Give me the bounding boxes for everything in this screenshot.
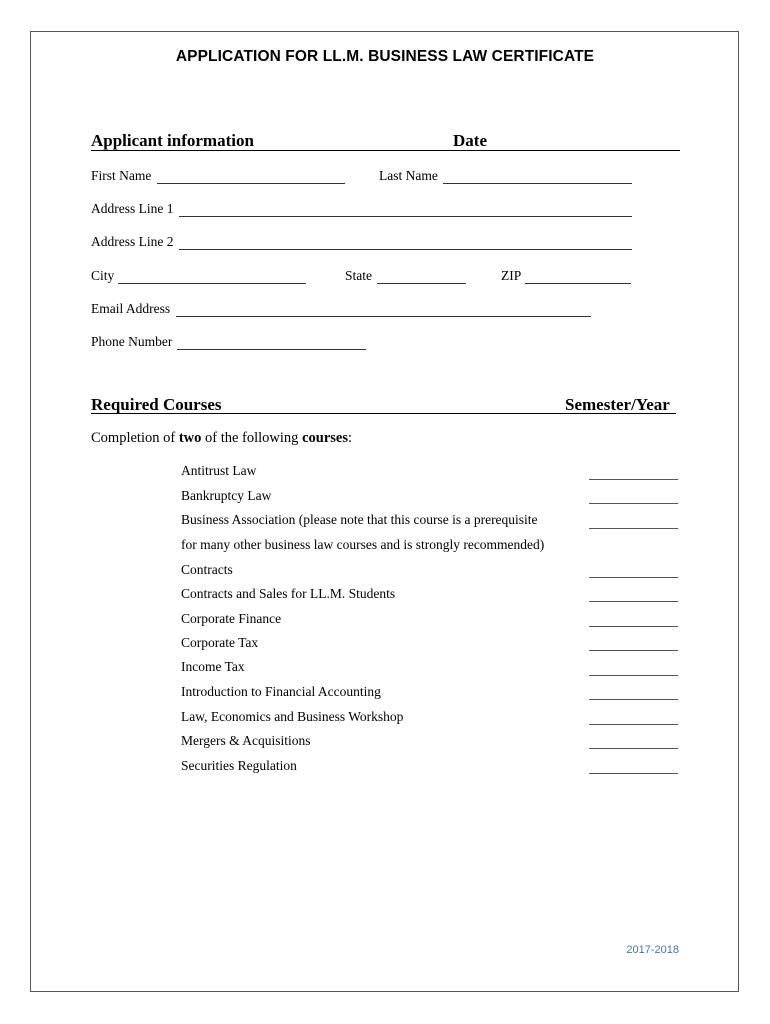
- last-name-label: Last Name: [379, 168, 438, 183]
- course-antitrust-law: Antitrust Law: [181, 463, 257, 478]
- footer-year: 2017-2018: [626, 944, 679, 956]
- course-business-association-note: for many other business law courses and is strongly recommended): [181, 537, 545, 552]
- semester-field-business-association[interactable]: [589, 528, 678, 529]
- applicant-heading-rule: [91, 150, 680, 151]
- semester-field-securities-regulation[interactable]: [589, 773, 678, 774]
- semester-field-intro-financial-accounting[interactable]: [589, 699, 678, 700]
- required-courses-heading: Required Courses: [91, 395, 222, 414]
- form-title: APPLICATION FOR LL.M. BUSINESS LAW CERTIFICATE: [175, 48, 595, 65]
- address-line-2-field[interactable]: [179, 249, 632, 250]
- course-business-association: Business Association (please note that this course is a prerequisite: [181, 512, 538, 527]
- semester-field-bankruptcy-law[interactable]: [589, 503, 678, 504]
- course-intro-financial-accounting: Introduction to Financial Accounting: [181, 684, 381, 699]
- zip-field[interactable]: [525, 283, 631, 284]
- course-contracts: Contracts: [181, 562, 233, 577]
- semester-field-law-economics-business-workshop[interactable]: [589, 724, 678, 725]
- courses-heading-rule: [91, 413, 676, 414]
- applicant-heading: Applicant information: [91, 131, 254, 150]
- course-corporate-tax: Corporate Tax: [181, 635, 259, 650]
- course-income-tax: Income Tax: [181, 659, 245, 674]
- semester-field-corporate-finance[interactable]: [589, 626, 678, 627]
- city-field[interactable]: [118, 283, 306, 284]
- state-field[interactable]: [377, 283, 466, 284]
- semester-field-contracts-and-sales[interactable]: [589, 601, 678, 602]
- semester-field-corporate-tax[interactable]: [589, 650, 678, 651]
- first-name-label: First Name: [91, 168, 152, 183]
- semester-field-contracts[interactable]: [589, 577, 678, 578]
- course-corporate-finance: Corporate Finance: [181, 611, 282, 626]
- city-label: City: [91, 268, 115, 283]
- course-bankruptcy-law: Bankruptcy Law: [181, 488, 272, 503]
- semester-field-antitrust-law[interactable]: [589, 479, 678, 480]
- state-label: State: [345, 268, 372, 283]
- semester-field-mergers-acquisitions[interactable]: [589, 748, 678, 749]
- address-line-1-label: Address Line 1: [91, 201, 174, 216]
- course-contracts-and-sales: Contracts and Sales for LL.M. Students: [181, 586, 396, 601]
- first-name-field[interactable]: [157, 183, 345, 184]
- phone-field[interactable]: [177, 349, 366, 350]
- zip-label: ZIP: [501, 268, 522, 283]
- course-law-economics-business-workshop: Law, Economics and Business Workshop: [181, 709, 404, 724]
- address-line-2-label: Address Line 2: [91, 234, 174, 249]
- semester-year-heading: Semester/Year: [565, 395, 670, 414]
- address-line-1-field[interactable]: [179, 216, 632, 217]
- email-field[interactable]: [176, 316, 591, 317]
- email-label: Email Address: [91, 301, 171, 316]
- date-label: Date: [453, 131, 487, 150]
- courses-intro: Completion of two of the following courses:: [91, 430, 353, 446]
- semester-field-income-tax[interactable]: [589, 675, 678, 676]
- last-name-field[interactable]: [443, 183, 632, 184]
- course-mergers-acquisitions: Mergers & Acquisitions: [181, 733, 311, 748]
- phone-label: Phone Number: [91, 334, 173, 349]
- course-securities-regulation: Securities Regulation: [181, 758, 297, 773]
